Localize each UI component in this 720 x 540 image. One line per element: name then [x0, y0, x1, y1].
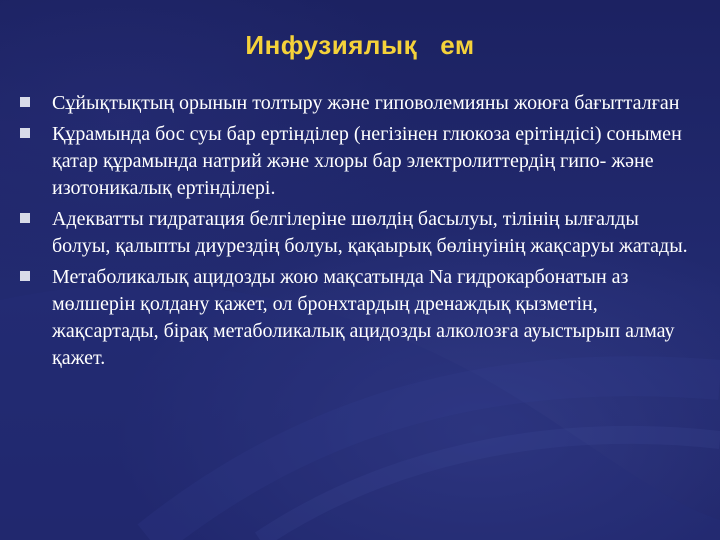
square-bullet-icon — [20, 213, 30, 223]
bullet-list — [20, 90, 700, 376]
slide-title: Инфузиялық ем — [245, 30, 475, 60]
bullet-text: Құрамында бос суы бар ертінділер (негізінен глюкоза ерітіндісі) сонымен қатар құрамында натрий және хлоры бар электролиттердің гипо- және изотоникалық ертінділері. — [52, 123, 682, 199]
bullet-text: Адекватты гидратация белгілеріне шөлдің басылуы, тілінің ылғалды болуы, қалыпты диурездің болуы, қақаырық бөлінуінің жақсаруы жатады. — [52, 208, 688, 257]
bullet-item — [20, 90, 700, 117]
square-bullet-icon — [20, 128, 30, 138]
bullet-item — [20, 121, 700, 202]
bullet-text: Сұйықтықтың орынын толтыру және гиповолемияны жоюға бағытталған — [52, 92, 680, 114]
square-bullet-icon — [20, 271, 30, 281]
square-bullet-icon — [20, 97, 30, 107]
bullet-item — [20, 206, 700, 260]
bullet-item — [20, 264, 700, 372]
bullet-text: Метаболикалық ацидозды жою мақсатында Na гидрокарбонатын аз мөлшерін қолдану қажет, ол бронхтардың дренаждық қызметін, жақсартады, бірақ метаболикалық ацидозды алколозға ауыстырып алмау қажет. — [52, 266, 675, 369]
